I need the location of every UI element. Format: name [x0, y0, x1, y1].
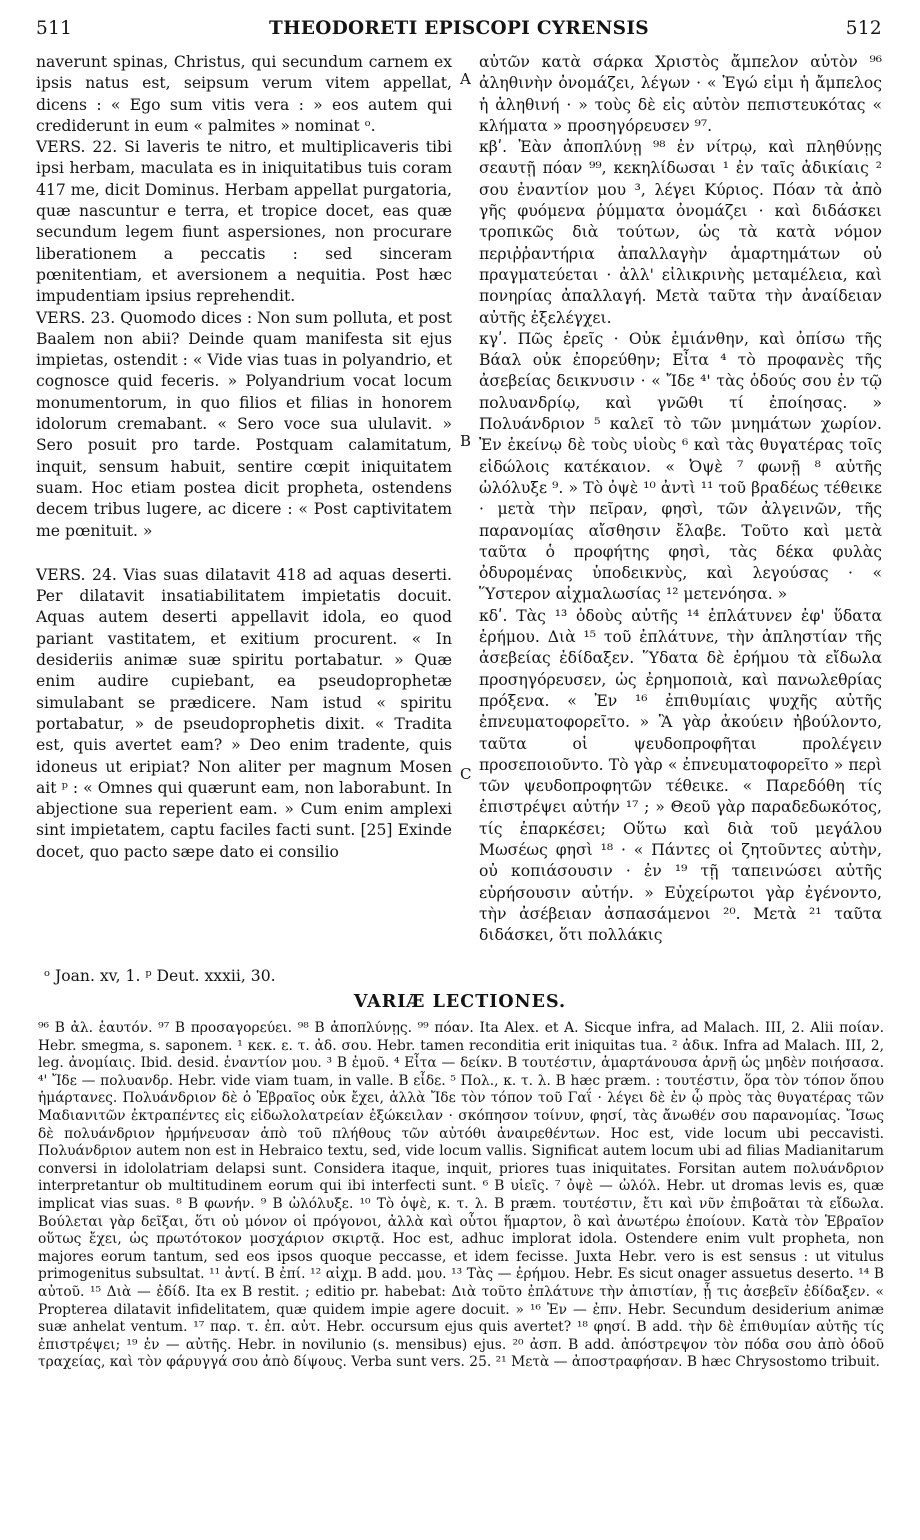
- variae-lectiones-text: ⁹⁶ B ἀλ. ἑαυτόν. ⁹⁷ B προσαγορεύει. ⁹⁸ B ἀποπλύνῃς. ⁹⁹ πόαν. Ita Alex. et A. Sicque infra, ad Malach. III, 2. Alii ποίαν. Hebr. smegma, s. saponem. ¹ κεκ. ε. τ. ἀδ. σου. Hebr. tamen reconditia erit iniquitas tua. ² ἀδικ. Infra ad Malach. III, 2, leg. ἀνομίαις. Ibid. desid. ἐναντίον μου. ³ B ἐμοῦ. ⁴ Εἶτα — δείκν. B τουτέστιν, ἁμαρτάνουσα ἀρνῇ ὡς μηδὲν ποιήσασα. ⁴' Ἴδε — πολυανδρ. Hebr. vide viam tuam, in valle. B εἶδε. ⁵ Πολ., κ. τ. λ. B hæc præm. : τουτέστιν, ὅρα τὸν τόπον ὅπου ἡμάρτανες. Πολυάνδριον δὲ ὁ Ἑβραῖος οὐκ ἔχει, ἀλλὰ Ἴδε τὸν τόπον τοῦ Γαΐ · λέγει δὲ ἐν ᾧ πρὸς τὰς θυγατέρας τῶν Μαδιανιτῶν ἐκτραπέντες εἰς εἰδωλολατρείαν ἐξώκειλαν · σκόπησον τοίνυν, φησί, τὰς ἄνωθέν σου παρανομίας. Ἴσως δὲ πολυάνδριον ἡρμήνευσαν ἀπὸ τοῦ πλήθους τῶν αὐτόθι ἀναιρεθέντων. Hoc est, vide locum ubi peccavisti. Πολυάνδριον autem non est in Hebraico textu, sed, vide locum vallis. Significat autem locum ubi ad filias Madianitarum conversi in idololatriam delapsi sunt. Considera itaque, inquit, priores tuas iniquitates. Forsitan autem πολυάνδριον interpretantur ob multitudinem eorum qui ibi interfecti sunt. ⁶ B υἱεῖς. ⁷ ὀψὲ — ὠλόλ. Hebr. ut dromas levis es, quæ implicat vias suas. ⁸ B φωνήν. ⁹ B ὠλόλυξε. ¹⁰ Τὸ ὀψὲ, κ. τ. λ. B præm. τουτέστιν, ἔτι καὶ νῦν ἐπιβοᾶται τὰ εἴδωλα. Βούλεται γὰρ δεῖξαι, ὅτι οὐ μόνον οἱ πρόγονοι, ἀλλὰ καὶ οὗτοι ἥμαρτον, ὃ καὶ ἀνωτέρω ἐποίουν. Κατὰ τὸν Ἑβραῖον οὕτως ἔχει, ὡς πρωτότοκον μοσχάριον σκιρτᾷ. Hoc est, adhuc implorat idola. Ostendere enim vult propheta, non majores eorum tantum, sed eos ipsos quoque peccasse, et idem fecisse. Juxta Hebr. vero is est sensus : ut vitulus primogenitus subsultat. ¹¹ ἀντί. B ἐπί. ¹² αἰχμ. B add. μου. ¹³ Τὰς — ἐρήμου. Hebr. Es sicut onager assuetus deserto. ¹⁴ B αὐτοῦ. ¹⁵ Διὰ — ἐδίδ. Ita ex B restit. ; editio pr. habebat: Διὰ τοῦτο ἐπλάτυνε τὴν ἀπιστίαν, ᾗ τις ἀσεβεῖν ἐδίδαξεν. « Propterea dilatavit infidelitatem, quæ quidem impie agere docuit. » ¹⁶ Ἐν — ἐπν. Hebr. Secundum desiderium animæ suæ anhelat ventum. ¹⁷ παρ. τ. ἐπ. αὐτ. Hebr. occursum ejus quis avertet? ¹⁸ φησί. B add. τὴν δὲ ἐπιθυμίαν αὐτῆς τίς ἐπιστρέψει; ¹⁹ ἐν — αὐτῆς. Hebr. in novilunio (s. mensibus) ejus. ²⁰ ἀσπ. B add. ἀπόστρεψον τὸν πόδα σου ἀπὸ ὁδοῦ τραχείας, καὶ τὸν φάρυγγά σου ἀπὸ δίψους. Verba sunt vers. 25. ²¹ Μετὰ — ἀποστραφήσαν. B hæc Chrysostomo tribuit.: [38, 1020, 884, 1371]
- latin-paragraph: VERS. 23. Quomodo dices : Non sum polluta, et post Baalem non abii? Deinde quam manifesta sit ejus impietas, ostendit : « Vide vias tuas in polyandrio, et cognosce quid feceris. » Polyandrium vocat locum monumentorum, in quo filios et filias in honorem idolorum cremabant. « Sero voce sua ululavit. » Sero posuit pro tarde. Postquam calamitatum, inquit, sensum habuit, sentire cœpit iniquitatem suam. Hoc etiam postea dicit propheta, ostendens decem tribus lugere, ac dicere : « Post captivitatem me pœnituit. »: [36, 308, 452, 540]
- running-title: THEODORETI EPISCOPI CYRENSIS: [269, 18, 649, 39]
- page-number-right: 512: [845, 18, 882, 39]
- margin-mark-a: A: [460, 70, 471, 88]
- footnote-references: ᵒ Joan. xv, 1. ᵖ Deut. xxxii, 30.: [44, 967, 276, 985]
- latin-paragraph: naverunt spinas, Christus, qui secundum carnem ex ipsis natus est, seipsum verum vitem appellat, dicens : « Ego sum vitis vera : » eos autem qui crediderunt in eum « palmites » nominat ᵒ.: [36, 53, 452, 135]
- page-header: [36, 16, 882, 46]
- greek-paragraph: κγʹ. Πῶς ἐρεῖς · Οὐκ ἐμιάνθην, καὶ ὀπίσω τῆς Βάαλ οὐκ ἐπορεύθην; Εἶτα ⁴ τὸ προφανὲς τῆς ἀσεβείας δεικνυσιν · « Ἴδε ⁴' τὰς ὁδούς σου ἐν τῷ πολυανδρίῳ, καὶ γνῶθι τί ἐποίησας. » Πολυάνδριον ⁵ καλεῖ τὸ τῶν μνημάτων χωρίον. Ἐν ἐκείνῳ δὲ τοὺς υἱοὺς ⁶ καὶ τὰς θυγατέρας τοῖς εἰδώλοις κατέκαιον. « Ὀψὲ ⁷ φωνῇ ⁸ αὐτῆς ὠλόλυξε ⁹. » Τὸ ὀψὲ ¹⁰ ἀντὶ ¹¹ τοῦ βραδέως τέθεικε · μετὰ τὴν πεῖραν, φησὶ, τῶν ἀλγεινῶν, τῆς παρανομίας αἴσθησιν ἔλαβε. Τοῦτο καὶ μετὰ ταῦτα ὁ προφήτης φησὶ, τὰς δέκα φυλὰς ὀδυρομένας ὑποδεικνὺς, καὶ λεγούσας · « Ὕστερον αἰχμαλωσίας ¹² μετενόησα. »: [479, 329, 882, 604]
- margin-mark-c: C: [460, 765, 472, 783]
- greek-paragraph: αὐτῶν κατὰ σάρκα Χριστὸς ἄμπελον αὐτὸν ⁹⁶ ἀληθινὴν ὀνομάζει, λέγων · « Ἐγώ εἰμι ἡ ἄμπελος ἡ ἀληθινή · » τοὺς δὲ εἰς αὐτὸν πεπιστευκότας « κλήματα » προσηγόρευσεν ⁹⁷.: [479, 53, 882, 135]
- latin-column: [36, 52, 452, 863]
- greek-column: [479, 52, 882, 946]
- margin-mark-b: B: [460, 432, 472, 450]
- greek-paragraph: κδʹ. Τὰς ¹³ ὁδοὺς αὐτῆς ¹⁴ ἐπλάτυνεν ἐφ' ὕδατα ἐρήμου. Διὰ ¹⁵ τοῦ ἐπλάτυνε, τὴν ἀπληστίαν τῆς ἀσεβείας ἐδίδαξεν. Ὕδατα δὲ ἐρήμου τὰ εἴδωλα προσηγόρευσεν, ὡς ἐρημοποιὰ, καὶ πανωλεθρίας πρόξενα. « Ἐν ¹⁶ ἐπιθυμίαις ψυχῆς αὐτῆς ἐπνευματοφορεῖτο. » Ἃ γὰρ ἀκούειν ἠβούλοντο, ταῦτα οἱ ψευδοπροφῆται προλέγειν προσεποιοῦντο. Τὸ γὰρ « ἐπνευματοφορεῖτο » περὶ τῶν ψευδοπροφητῶν τέθεικε. « Παρεδόθη τίς ἐπιστρέψει αὐτήν ¹⁷ ; » Θεοῦ γὰρ παραδεδωκότος, τίς ἐπαρκέσει; Οὕτω καὶ διὰ τοῦ μεγάλου Μωσέως φησὶ ¹⁸ · « Πάντες οἱ ζητοῦντες αὐτὴν, οὐ κοπιάσουσιν · ἐν ¹⁹ τῇ ταπεινώσει αὐτῆς εὑρήσουσιν αὐτήν. » Εὐχείρωτοι γὰρ ἐγένοντο, τὴν ἀσέβειαν ἀσπασάμενοι ²⁰. Μετὰ ²¹ ταῦτα διδάσκει, ὅτι πολλάκις: [479, 606, 882, 945]
- greek-paragraph: κβʹ. Ἐὰν ἀποπλύνῃ ⁹⁸ ἐν νίτρῳ, καὶ πληθύνῃς σεαυτῇ πόαν ⁹⁹, κεκηλίδωσαι ¹ ἐν ταῖς ἀδικίαις ² σου ἐναντίον μου ³, λέγει Κύριος. Πόαν τὰ ἀπὸ γῆς φυόμενα ῥύμματα ὀνομάζει · καὶ διδάσκει τροπικῶς διὰ τούτων, ὡς τὰ κατὰ νόμον περιῤῥαντήρια ἀπαλλαγὴν ἁμαρτημάτων οὐ πραγματεύεται · ἀλλ' εἰλικρινὴς μεταμέλεια, καὶ πονηρίας ἀπαλλαγή. Μετὰ ταῦτα τὴν ἀναίδειαν αὐτῆς ἐξελέγχει.: [479, 138, 882, 327]
- page-number-left: 511: [36, 18, 73, 39]
- latin-paragraph: VERS. 24. Vias suas dilatavit 418 ad aquas deserti. Per dilatavit insatiabilitatem impietatis docuit. Aquas autem deserti appellavit idola, eo quod pariant vastitatem, et exitium procurent. « In desideriis animæ suæ spiritu portabatur. » Quæ enim audire cupiebant, ea pseudoprophetæ simulabant se prædicere. Nam istud « spiritu portabatur, » de pseudoprophetis dixit. « Tradita est, quis avertet eam? » Deo enim tradente, quis idoneus ut eripiat? Non aliter per magnum Mosen ait ᵖ : « Omnes qui quærunt eam, non laborabunt. In abjectione sua reperient eam. » Cum enim amplexi sint impietatem, captu faciles facti sunt. [25] Exinde docet, quo pacto sæpe dato ei consilio: [36, 565, 452, 861]
- variae-lectiones-title: VARIÆ LECTIONES.: [353, 992, 567, 1012]
- latin-paragraph: VERS. 22. Si laveris te nitro, et multiplicaveris tibi ipsi herbam, maculata es in iniquitatibus tuis coram 417 me, dicit Dominus. Herbam appellat purgatoria, quæ nascuntur e terra, et tropice docet, eas quæ secundum legem fiunt aspersiones, non procurare liberationem a peccatis : sed sinceram pœnitentiam, et aversionem a nequitia. Post hæc impudentiam ipsius reprehendit.: [36, 138, 452, 306]
